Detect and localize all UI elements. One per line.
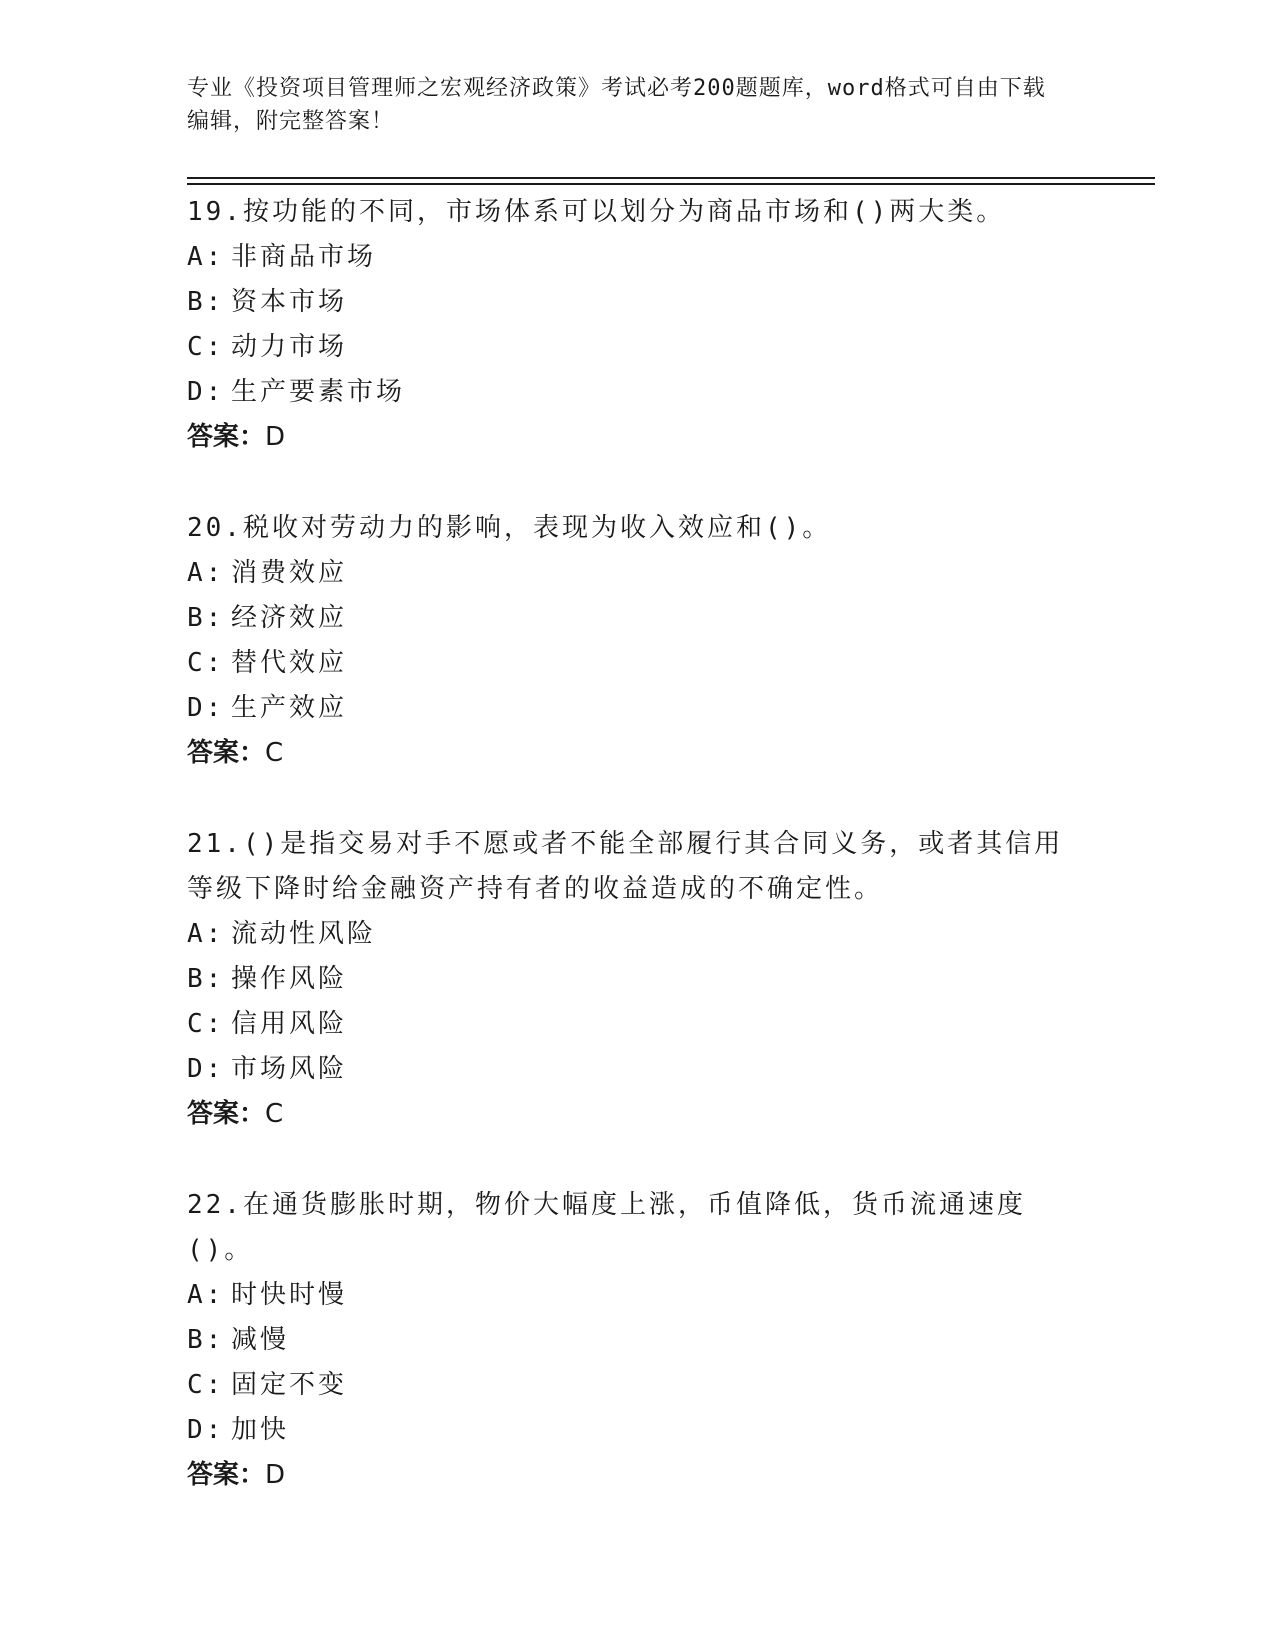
option-text: 替代效应 xyxy=(231,648,348,678)
option-letter: C: xyxy=(187,648,225,678)
option-a xyxy=(187,1273,1087,1318)
question-20 xyxy=(187,506,1087,776)
answer-value: C xyxy=(265,1099,284,1129)
option-text: 经济效应 xyxy=(231,603,348,633)
question-stem: 税收对劳动力的影响，表现为收入效应和()。 xyxy=(242,513,832,543)
option-letter: B: xyxy=(187,603,225,633)
question-text xyxy=(187,822,1087,912)
option-text: 减慢 xyxy=(231,1325,290,1355)
question-text xyxy=(187,190,1087,235)
option-a xyxy=(187,235,1087,280)
option-b xyxy=(187,1318,1087,1363)
option-letter: D: xyxy=(187,377,225,407)
option-letter: B: xyxy=(187,1325,225,1355)
option-c xyxy=(187,641,1087,686)
question-stem: ()是指交易对手不愿或者不能全部履行其合同义务，或者其信用等级下降时给金融资产持有者的收益造成的不确定性。 xyxy=(187,829,1064,904)
answer-value: C xyxy=(265,738,284,768)
option-b xyxy=(187,280,1087,325)
question-number: 19. xyxy=(187,197,243,227)
option-c xyxy=(187,325,1087,370)
option-text: 非商品市场 xyxy=(231,242,377,272)
question-text xyxy=(187,1183,1087,1273)
option-text: 生产要素市场 xyxy=(231,377,406,407)
option-d xyxy=(187,686,1087,731)
header-text: 专业《投资项目管理师之宏观经济政策》考试必考200题题库，word格式可自由下载编辑，附完整答案！ xyxy=(187,76,1046,134)
answer-line xyxy=(187,1453,1087,1498)
option-b xyxy=(187,957,1087,1002)
option-a xyxy=(187,551,1087,596)
option-text: 市场风险 xyxy=(231,1054,348,1084)
document-header xyxy=(187,72,1067,138)
option-c xyxy=(187,1363,1087,1408)
answer-label: 答案： xyxy=(187,1099,266,1129)
option-b xyxy=(187,596,1087,641)
option-text: 固定不变 xyxy=(231,1370,348,1400)
question-number: 22. xyxy=(187,1190,243,1220)
option-letter: A: xyxy=(187,558,225,588)
option-letter: A: xyxy=(187,919,225,949)
option-letter: A: xyxy=(187,1280,225,1310)
answer-label: 答案： xyxy=(187,738,266,768)
answer-line xyxy=(187,415,1087,460)
option-text: 时快时慢 xyxy=(231,1280,348,1310)
question-stem: 在通货膨胀时期，物价大幅度上涨，币值降低，货币流通速度()。 xyxy=(187,1190,1026,1265)
option-a xyxy=(187,912,1087,957)
question-number: 20. xyxy=(187,513,243,543)
option-letter: C: xyxy=(187,332,225,362)
question-number: 21. xyxy=(187,829,243,859)
option-text: 生产效应 xyxy=(231,693,348,723)
option-text: 信用风险 xyxy=(231,1009,348,1039)
question-21 xyxy=(187,822,1087,1137)
answer-line xyxy=(187,731,1087,776)
option-d xyxy=(187,1047,1087,1092)
option-letter: C: xyxy=(187,1370,225,1400)
question-stem: 按功能的不同，市场体系可以划分为商品市场和()两大类。 xyxy=(242,197,1006,227)
option-text: 消费效应 xyxy=(231,558,348,588)
answer-value: D xyxy=(265,422,286,452)
option-c xyxy=(187,1002,1087,1047)
option-text: 加快 xyxy=(231,1415,290,1445)
answer-label: 答案： xyxy=(187,422,266,452)
option-letter: C: xyxy=(187,1009,225,1039)
question-19 xyxy=(187,190,1087,460)
option-text: 动力市场 xyxy=(231,332,348,362)
option-letter: B: xyxy=(187,287,225,317)
option-letter: D: xyxy=(187,1054,225,1084)
question-22 xyxy=(187,1183,1087,1498)
option-letter: B: xyxy=(187,964,225,994)
answer-value: D xyxy=(265,1460,286,1490)
option-d xyxy=(187,1408,1087,1453)
option-letter: D: xyxy=(187,1415,225,1445)
option-letter: A: xyxy=(187,242,225,272)
option-letter: D: xyxy=(187,693,225,723)
option-text: 资本市场 xyxy=(231,287,348,317)
header-divider-bottom xyxy=(187,183,1155,185)
option-text: 操作风险 xyxy=(231,964,348,994)
question-list xyxy=(187,190,1087,1544)
question-text xyxy=(187,506,1087,551)
option-text: 流动性风险 xyxy=(231,919,377,949)
header-divider-top xyxy=(187,177,1155,179)
option-d xyxy=(187,370,1087,415)
answer-line xyxy=(187,1092,1087,1137)
answer-label: 答案： xyxy=(187,1460,266,1490)
